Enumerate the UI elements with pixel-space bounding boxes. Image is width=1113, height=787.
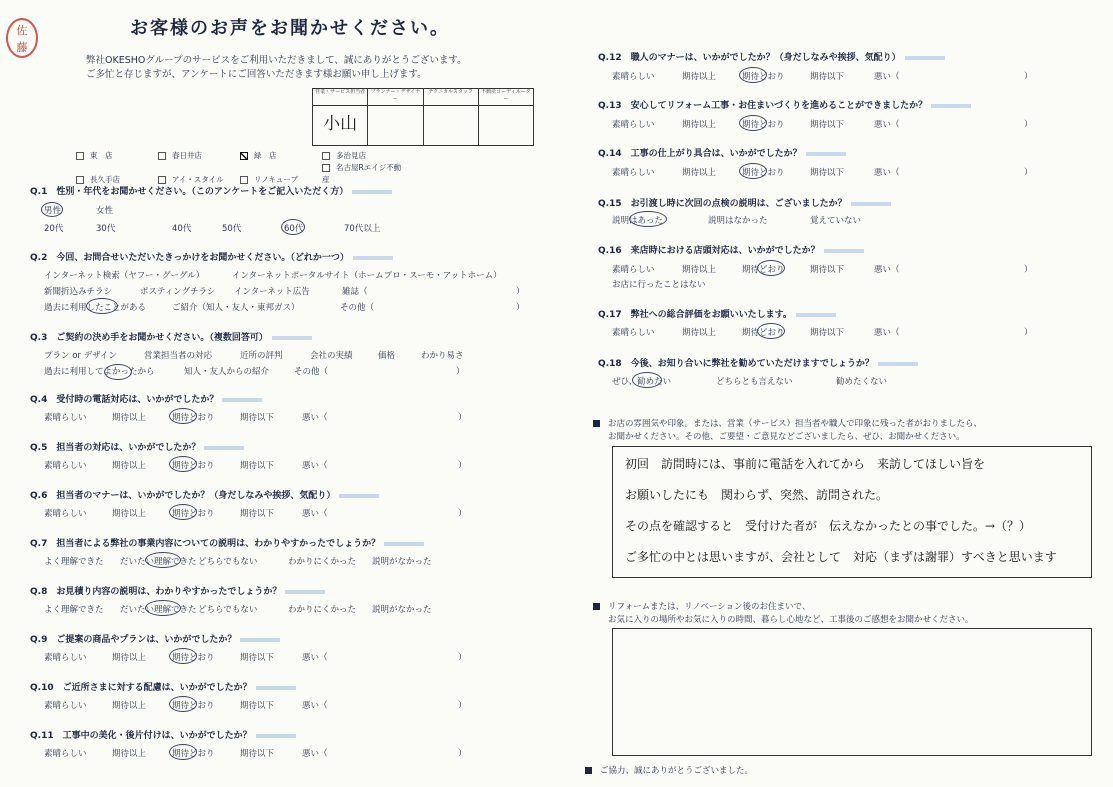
q10-option[interactable]: 素晴らしい (44, 701, 87, 711)
answer-circle (739, 115, 767, 131)
q7-option[interactable]: どちらでもない (198, 557, 258, 567)
q16-option[interactable]: お店に行ったことはない (612, 280, 706, 290)
q7-title: Q.7 担当者による弊社の事業内容についての説明は、わかりやすかったでしょうか？ (30, 536, 424, 549)
q6-paren: ） (458, 509, 467, 519)
bullet-square-icon (593, 420, 600, 427)
answer-circle (145, 600, 181, 616)
q16-title: Q.16 来店時における店頭対応は、いかがでしたか？ (598, 243, 864, 256)
staff-tech-value[interactable] (424, 106, 478, 145)
q4-option[interactable]: 期待以下 (240, 413, 275, 423)
q17-option[interactable]: 期待以下 (810, 328, 845, 338)
q2-option[interactable]: インターネットポータルサイト（ホームプロ・スーモ・アットホーム） (232, 271, 502, 281)
q17-option-selected[interactable]: 期待どおり (742, 328, 785, 338)
comment1-prompt: お店の雰囲気や印象。または、営業（サービス）担当者や職人で印象に残った者がおりましたら、 お聞かせください。その他、ご要望・ご意見などございましたら、ぜひ、お聞かせください。 (593, 418, 982, 444)
intro-line: 弊社OKESHOグループのサービスをご利用いただきまして、誠にありがとうございます。 (86, 55, 467, 66)
footer-thanks: ご協力、誠にありがとうございました。 (585, 764, 753, 776)
bullet-square-icon (585, 767, 592, 774)
q17-option[interactable]: 悪い（ (874, 328, 900, 338)
q11-paren: ） (458, 749, 467, 759)
answer-circle (739, 163, 767, 179)
q5-option[interactable]: 期待以下 (240, 461, 275, 471)
q16-option[interactable]: 期待以上 (682, 265, 717, 275)
comment1-box[interactable] (612, 446, 1092, 578)
q4-options (44, 411, 524, 425)
staff-header: 不動産コーディネーター (479, 89, 533, 106)
q12-option[interactable]: 悪い（ (874, 72, 900, 82)
q14-option[interactable]: 期待以上 (682, 168, 717, 178)
q10-title: Q.10 ご近所さまに対する配慮は、いかがでしたか？ (30, 680, 296, 693)
answer-circle (104, 364, 132, 380)
q7-option[interactable]: よく理解できた (44, 557, 104, 567)
store-checkbox[interactable] (240, 176, 248, 184)
q17-option[interactable]: 素晴らしい (612, 328, 655, 338)
store-checkbox-checked[interactable] (240, 152, 248, 160)
q1-gender-female[interactable]: 女性 (96, 206, 114, 216)
q12-option[interactable]: 期待以上 (682, 72, 717, 82)
q2-option[interactable]: ご紹介（知人・友人・東邦ガス） (172, 303, 300, 313)
answer-circle (86, 298, 118, 314)
q12-paren: ） (1024, 72, 1033, 82)
q6-title: Q.6 担当者のマナーは、いかがでしたか？（身だしなみや挨拶、気配り） (30, 488, 379, 501)
handwritten-line: その点を確認すると 受付けた者が 伝えなかったとの事でした。→（？） (625, 519, 1032, 533)
q17-options (612, 326, 1042, 340)
q18-option-selected[interactable]: ぜひ、勧めたい (612, 377, 672, 387)
answer-circle (169, 408, 197, 424)
q4-title: Q.4 受付時の電話対応は、いかがでしたか？ (30, 392, 262, 405)
q5-option[interactable]: 期待以上 (112, 461, 147, 471)
store-checkbox[interactable] (158, 152, 166, 160)
q5-option[interactable]: 悪い（ (302, 461, 328, 471)
q14-title: Q.14 工事の仕上がり具合は、いかがでしたか？ (598, 146, 846, 159)
intro-text (86, 54, 467, 82)
q8-option[interactable]: よく理解できた (44, 605, 104, 615)
q13-options (612, 118, 1042, 132)
q7-option[interactable]: 説明がなかった (372, 557, 432, 567)
q10-option[interactable]: 悪い（ (302, 701, 328, 711)
q16-option-selected[interactable]: 期待どおり (742, 265, 785, 275)
q8-title: Q.8 お見積り内容の説明は、わかりやすかったでしょうか？ (30, 584, 325, 597)
q13-option[interactable]: 悪い（ (874, 120, 900, 130)
q12-options (612, 70, 1042, 84)
q16-paren: ） (1024, 265, 1033, 275)
q13-option[interactable]: 期待以下 (810, 120, 845, 130)
q6-option[interactable]: 悪い（ (302, 509, 328, 519)
q5-option[interactable]: 期待どおり (172, 461, 215, 471)
q8-option[interactable]: どちらでもない (198, 605, 258, 615)
bullet-square-icon (593, 603, 600, 610)
handwritten-line: 初回 訪問時には、事前に電話を入れてから 来訪してほしい旨を (625, 457, 986, 471)
q1-age[interactable]: 20代 (44, 224, 64, 234)
store-checkbox[interactable] (322, 164, 330, 172)
q17-title: Q.17 弊社への総合評価をお願いいたします。 (598, 307, 836, 320)
q8-option[interactable]: だいたい理解できた (120, 605, 197, 615)
q16-options (612, 263, 1042, 293)
q9-option[interactable]: 期待どおり (172, 653, 215, 663)
q14-options (612, 166, 1042, 180)
answer-circle (41, 202, 63, 217)
q14-option[interactable]: 期待以下 (810, 168, 845, 178)
q13-title: Q.13 安心してリフォーム工事・お住まいづくりを進めることができましたか？ (598, 98, 971, 111)
answer-circle (629, 211, 667, 227)
page-title: お客様のお声をお聞かせください。 (130, 18, 450, 39)
q1-age[interactable]: 40代 (172, 224, 192, 234)
q11-option[interactable]: 期待どおり (172, 749, 215, 759)
q1-title: Q.1 性別・年代をお聞かせください。（このアンケートをご記入いただく方） (30, 184, 392, 197)
q2-option[interactable]: インターネット広告 (234, 287, 310, 297)
q9-option[interactable]: 素晴らしい (44, 653, 87, 663)
answer-circle (281, 219, 305, 235)
q2-paren: ） (516, 303, 525, 313)
q9-options (44, 651, 524, 665)
answer-circle (169, 744, 197, 760)
q11-option[interactable]: 期待以上 (112, 749, 147, 759)
comment2-prompt: リフォームまたは、リノベーション後のお住まいで、 お気に入りの場所やお気に入りの時間、暮らし心地など、工事後のご感想をお聞かせください。 (593, 601, 974, 627)
q11-title: Q.11 工事中の美化・後片付けは、いかがでしたか？ (30, 728, 296, 741)
q14-option[interactable]: 期待どおり (742, 168, 785, 178)
q2-title: Q.2 今回、お問合せいただいたきっかけをお聞かせください。（どれか一つ） (30, 250, 393, 263)
q11-option[interactable]: 悪い（ (302, 749, 328, 759)
store-checkbox[interactable] (158, 176, 166, 184)
hanko-seal: 佐 藤 (6, 18, 38, 58)
q4-option[interactable]: 期待以上 (112, 413, 147, 423)
q18-option[interactable]: どちらとも言えない (716, 377, 793, 387)
store-checkbox[interactable] (322, 152, 330, 160)
q15-option-selected[interactable]: 説明はあった (612, 216, 663, 226)
staff-table (312, 88, 534, 146)
answer-circle (757, 260, 785, 276)
answer-circle (632, 372, 662, 388)
q7-option[interactable]: わかりにくかった (288, 557, 357, 567)
q8-options (44, 603, 524, 617)
q4-option[interactable]: 期待どおり (172, 413, 215, 423)
q3-option[interactable]: その他（ (294, 367, 329, 377)
q5-options (44, 459, 524, 473)
q11-option[interactable]: 期待以下 (240, 749, 275, 759)
q17-paren: ） (1024, 328, 1033, 338)
q2-option[interactable]: 新聞折込みチラシ (44, 287, 113, 297)
q3-option-selected[interactable]: 過去に利用してよかったから (44, 367, 155, 377)
q6-option[interactable]: 期待以上 (112, 509, 147, 519)
q2-option-selected[interactable]: 過去に利用したことがある (44, 303, 147, 313)
staff-header: 営業・サービス担当者 (313, 89, 367, 106)
store-checklist: 東 店 春日井店 緑 店 多治見店 長久手店 アイ・スタイル リノキューブ名古屋Rエイジ不動産 (76, 150, 436, 186)
q1-gender-male[interactable]: 男性 (44, 206, 62, 216)
q15-option[interactable]: 説明はなかった (708, 216, 768, 226)
q5-title: Q.5 担当者の対応は、いかがでしたか？ (30, 440, 244, 453)
store-checkbox[interactable] (76, 176, 84, 184)
q3-option[interactable]: 会社の実績 (310, 351, 353, 361)
q8-option[interactable]: わかりにくかった (288, 605, 357, 615)
staff-planner-value[interactable] (368, 106, 422, 145)
q11-option[interactable]: 素晴らしい (44, 749, 87, 759)
answer-circle (757, 323, 785, 339)
q9-option[interactable]: 悪い（ (302, 653, 328, 663)
q17-option[interactable]: 期待以上 (682, 328, 717, 338)
q10-options (44, 699, 524, 713)
q8-option[interactable]: 説明がなかった (372, 605, 432, 615)
q6-options (44, 507, 524, 521)
q5-option[interactable]: 素晴らしい (44, 461, 87, 471)
answer-circle (169, 648, 197, 664)
q16-option[interactable]: 悪い（ (874, 265, 900, 275)
q2-paren: ） (516, 287, 525, 297)
q6-option[interactable]: 素晴らしい (44, 509, 87, 519)
q14-option[interactable]: 悪い（ (874, 168, 900, 178)
q10-paren: ） (458, 701, 467, 711)
q3-option[interactable]: 営業担当者の対応 (144, 351, 213, 361)
handwritten-line: ご多忙の中とは思いますが、会社として 対応（まずは謝罪）すべきと思います (625, 550, 1057, 564)
q12-option[interactable]: 期待以下 (810, 72, 845, 82)
answer-circle (145, 552, 181, 568)
q2-option[interactable]: 雑誌（ (342, 287, 368, 297)
q4-option[interactable]: 素晴らしい (44, 413, 87, 423)
q10-option[interactable]: 期待以下 (240, 701, 275, 711)
q13-paren: ） (1024, 120, 1033, 130)
answer-circle (739, 67, 767, 83)
q9-option[interactable]: 期待以下 (240, 653, 275, 663)
q3-title: Q.3 ご契約の決め手をお聞かせください。（複数回答可） (30, 330, 312, 343)
q1-age[interactable]: 50代 (222, 224, 242, 234)
q2-options (44, 269, 544, 317)
q5-paren: ） (458, 461, 467, 471)
store-checkbox[interactable] (76, 152, 84, 160)
answer-circle (169, 504, 197, 520)
staff-header: テクニカルスタッフ (424, 89, 478, 106)
staff-header: プランナー・デザイナー (368, 89, 422, 106)
q10-option[interactable]: 期待どおり (172, 701, 215, 711)
q16-option[interactable]: 期待以下 (810, 265, 845, 275)
q2-option[interactable]: ポスティングチラシ (140, 287, 216, 297)
q3-option[interactable]: 知人・友人からの紹介 (184, 367, 270, 377)
q6-option[interactable]: 期待どおり (172, 509, 215, 519)
q12-title: Q.12 職人のマナーは、いかがでしたか？（身だしなみや挨拶、気配り） (598, 50, 945, 63)
q18-title: Q.18 今後、お知り合いに弊社を勧めていただけますでしょうか？ (598, 356, 918, 369)
q3-option[interactable]: 価格 (378, 351, 396, 361)
q14-option[interactable]: 素晴らしい (612, 168, 655, 178)
q2-option[interactable]: インターネット検索（ヤフー・グーグル） (44, 271, 205, 281)
q3-option[interactable]: 近所の評判 (240, 351, 283, 361)
q9-title: Q.9 ご提案の商品やプランは、いかがでしたか？ (30, 632, 280, 645)
q9-option[interactable]: 期待以上 (112, 653, 147, 663)
q1-age-selected[interactable]: 60代 (284, 224, 304, 234)
answer-circle (169, 456, 197, 472)
q1-age[interactable]: 30代 (96, 224, 116, 234)
comment2-box[interactable] (612, 628, 1092, 756)
q3-option[interactable]: プラン or デザイン (44, 351, 118, 361)
q12-option[interactable]: 期待どおり (742, 72, 785, 82)
q4-paren: ） (458, 413, 467, 423)
q13-option[interactable]: 素晴らしい (612, 120, 655, 130)
q13-option[interactable]: 期待以上 (682, 120, 717, 130)
staff-sales-value[interactable]: 小山 (323, 114, 358, 134)
q12-option[interactable]: 素晴らしい (612, 72, 655, 82)
q3-paren: ） (456, 367, 465, 377)
q7-option[interactable]: だいたい理解できた (120, 557, 197, 567)
staff-realestate-value[interactable] (479, 106, 533, 145)
q10-option[interactable]: 期待以上 (112, 701, 147, 711)
q2-option[interactable]: その他（ (340, 303, 375, 313)
q1-options (44, 204, 444, 234)
q9-paren: ） (458, 653, 467, 663)
q6-option[interactable]: 期待以下 (240, 509, 275, 519)
q15-option[interactable]: 覚えていない (810, 216, 862, 226)
q7-options (44, 555, 524, 569)
handwritten-line: お願いしたにも 関わらず、突然、訪問された。 (625, 488, 889, 502)
q1-age[interactable]: 70代以上 (344, 224, 381, 234)
q13-option[interactable]: 期待どおり (742, 120, 785, 130)
answer-circle (169, 696, 197, 712)
intro-line: ご多忙と存じますが、アンケートにご回答いただきます様お願い申し上げます。 (86, 69, 427, 80)
q16-option[interactable]: 素晴らしい (612, 265, 655, 275)
q15-title: Q.15 お引渡し時に次回の点検の説明は、ございましたか？ (598, 196, 891, 209)
q18-option[interactable]: 勧めたくない (836, 377, 888, 387)
q14-paren: ） (1024, 168, 1033, 178)
q11-options (44, 747, 524, 761)
q3-option[interactable]: わかり易さ (421, 351, 464, 361)
q4-option[interactable]: 悪い（ (302, 413, 328, 423)
